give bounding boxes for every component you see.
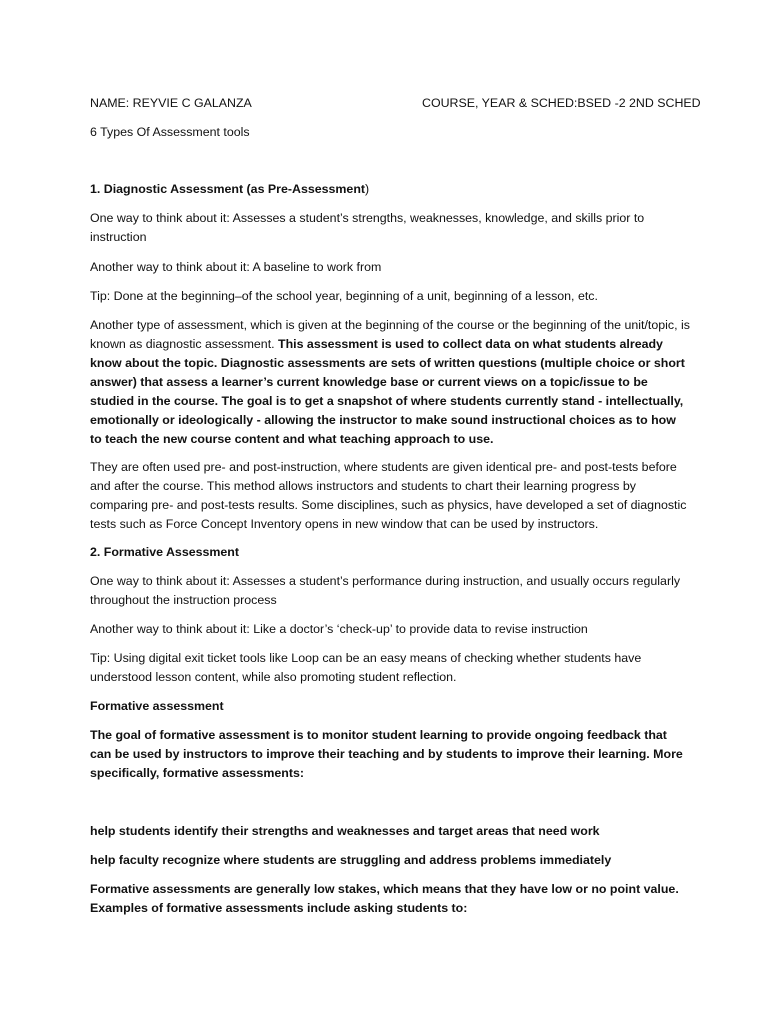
section1-paragraph-3: Tip: Done at the beginning–of the school year, beginning of a unit, beginning of a lesson, etc. <box>90 289 598 303</box>
section2-paragraph-5: Formative assessments are generally low stakes, which means that they have low or no point value. Examples of formative assessments include asking students to: <box>90 882 679 915</box>
section1-heading-tail: ) <box>365 182 370 196</box>
section1-paragraph-5: They are often used pre- and post-instruction, where students are given identical pre- and post-tests before and after the course. This method allows instructors and students to chart their learning progress by comparing pre- and post-tests results. Some disciplines, such as physics, have developed a set of diagnostic tests such as Force Concept Inventory opens in new window that can be used by instructors. <box>90 460 687 531</box>
section2-paragraph-4: The goal of formative assessment is to monitor student learning to provide ongoing feedback that can be used by instructors to improve their teaching and by students to improve their learning. More specifically, formative assessments: <box>90 728 683 780</box>
section1-heading-text: 1. Diagnostic Assessment (as Pre-Assessment <box>90 182 366 196</box>
list-item: help students identify their strengths and weaknesses and target areas that need work <box>90 824 600 838</box>
section1-heading <box>90 180 690 199</box>
section1-paragraph-4 <box>90 316 690 449</box>
section1-paragraph-2: Another way to think about it: A baseline to work from <box>90 260 382 274</box>
section1-paragraph-4-bold: This assessment is used to collect data on what students already know about the topic. Diagnostic assessments are sets of written questions (multiple choice or short answer) that assess a learner’s current knowledge base or current views on a topic/issue to be studied in the course. The goal is to get a snapshot of where students currently stand - intellectually, emotionally or ideologically - allowing the instructor to make sound instructional choices as to how to teach the new course content and what teaching approach to use. <box>90 337 685 446</box>
course-info: COURSE, YEAR & SCHED:BSED -2 2ND SCHED <box>422 96 701 110</box>
document-title: 6 Types Of Assessment tools <box>90 125 250 139</box>
section1-paragraph-4-intro: Another type of assessment, which is given at the beginning of the course or the beginning of the unit/topic, is known as diagnostic assessment. <box>90 318 690 351</box>
list-item: help faculty recognize where students are struggling and address problems immediately <box>90 853 612 867</box>
section1-paragraph-1: One way to think about it: Assesses a student’s strengths, weaknesses, knowledge, and skills prior to instruction <box>90 211 645 244</box>
section2-subheading: Formative assessment <box>90 699 224 713</box>
section2-heading: 2. Formative Assessment <box>90 545 239 559</box>
section2-paragraph-1: One way to think about it: Assesses a student’s performance during instruction, and usually occurs regularly throughout the instruction process <box>90 574 681 607</box>
section2-paragraph-2: Another way to think about it: Like a doctor’s ‘check-up’ to provide data to revise instruction <box>90 622 588 636</box>
section2-paragraph-3: Tip: Using digital exit ticket tools like Loop can be an easy means of checking whether students have understood lesson content, while also promoting student reflection. <box>90 651 642 684</box>
student-name: NAME: REYVIE C GALANZA <box>90 96 252 110</box>
